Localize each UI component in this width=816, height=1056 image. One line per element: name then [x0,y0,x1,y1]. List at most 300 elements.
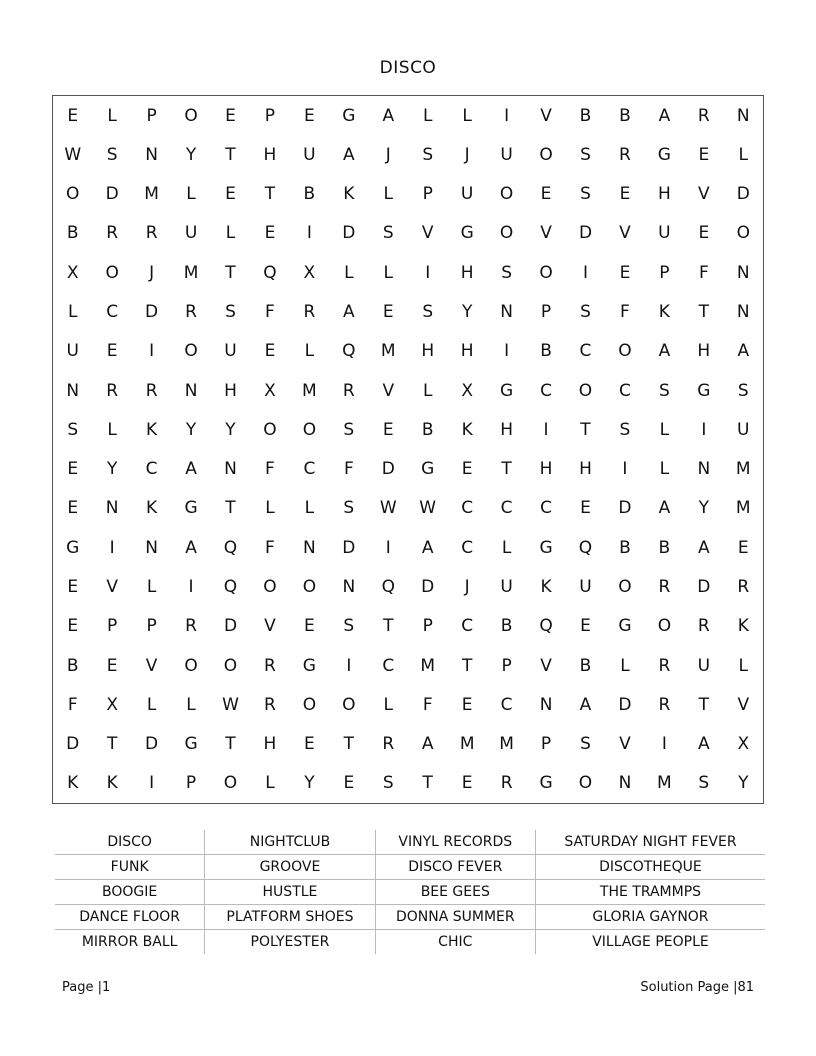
grid-cell: P [540,302,552,323]
grid-cell: F [343,459,354,480]
grid-cell: Q [381,576,395,597]
grid-cell: T [698,302,710,323]
grid-cell: L [422,105,433,126]
grid-cell: L [146,694,157,715]
grid-cell: A [737,341,750,362]
grid-cell: G [302,655,316,676]
grid-cell: E [461,773,473,794]
grid-cell: E [67,576,79,597]
grid-cell: R [185,616,197,637]
grid-cell: R [658,694,671,715]
grid-cell: T [580,419,591,440]
grid-cell: J [464,144,470,165]
grid-cell: B [579,105,592,126]
grid-cell: U [224,341,237,362]
grid-cell: O [657,616,672,637]
grid-cell: R [658,655,671,676]
grid-cell: K [343,184,355,205]
grid-cell: H [697,341,711,362]
grid-cell: O [302,419,317,440]
grid-cell: C [461,616,474,637]
grid-cell: B [303,184,316,205]
grid-cell: I [622,459,628,480]
grid-cell: N [145,144,158,165]
grid-cell: L [265,773,275,794]
grid-cell: C [540,380,552,401]
grid-cell: T [501,459,512,480]
grid-cell: M [420,655,436,676]
grid-cell: A [579,694,592,715]
grid-cell: X [737,734,750,755]
grid-cell: V [145,655,158,676]
grid-cell: X [461,380,473,401]
grid-cell: I [504,341,510,362]
grid-cell: Y [185,419,197,440]
grid-cell: D [342,223,356,244]
grid-cell: M [380,341,396,362]
grid-cell: L [659,459,670,480]
grid-cell: A [382,105,395,126]
grid-cell: D [618,694,632,715]
grid-cell: I [109,537,115,558]
grid-cell: E [106,655,118,676]
grid-cell: B [658,537,671,558]
grid-cell: V [382,380,395,401]
word-list-item: DANCE FLOOR [55,905,205,930]
grid-cell: E [461,694,473,715]
grid-cell: Q [539,616,553,637]
grid-cell: C [145,459,158,480]
grid-cell: U [697,655,711,676]
grid-cell: F [265,302,275,323]
grid-cell: T [225,498,236,519]
grid-cell: O [578,773,593,794]
grid-cell: N [184,380,198,401]
grid-cell: S [343,419,355,440]
word-list-item: CHIC [375,930,535,955]
grid-cell: F [698,262,709,283]
grid-cell: T [225,144,236,165]
grid-cell: G [697,380,711,401]
grid-cell: N [224,459,237,480]
grid-cell: C [579,341,592,362]
grid-cell: R [264,655,276,676]
grid-cell: D [381,459,395,480]
grid-cell: V [106,576,118,597]
grid-cell: V [421,223,434,244]
grid-cell: K [146,498,158,519]
grid-cell: R [106,380,119,401]
word-list-item: FUNK [55,855,205,880]
word-list-item: VINYL RECORDS [375,830,535,855]
grid-cell: D [618,498,632,519]
grid-cell: O [184,655,198,676]
grid-cell: E [698,223,710,244]
grid-cell: W [379,498,397,519]
grid-cell: A [343,144,355,165]
grid-cell: F [265,459,275,480]
grid-cell: N [618,773,632,794]
grid-cell: S [698,773,710,794]
grid-cell: O [223,773,238,794]
grid-cell: N [500,302,513,323]
word-list-item: PLATFORM SHOES [205,905,375,930]
grid-cell: D [697,576,711,597]
grid-cell: E [106,341,118,362]
grid-cell: C [540,498,552,519]
grid-cell: R [145,380,158,401]
grid-cell: O [618,576,632,597]
grid-cell: E [343,773,355,794]
grid-cell: G [539,773,553,794]
grid-cell: S [67,419,79,440]
grid-cell: S [580,184,591,205]
grid-cell: B [66,655,79,676]
grid-cell: U [579,576,592,597]
grid-cell: R [658,576,671,597]
grid-cell: B [66,223,79,244]
grid-cell: R [106,223,119,244]
grid-cell: O [618,341,632,362]
grid-cell: L [383,184,393,205]
grid-cell: I [543,419,549,440]
grid-cell: Y [304,773,315,794]
grid-cell: E [304,734,315,755]
grid-cell: L [383,694,393,715]
grid-cell: J [464,576,470,597]
grid-cell: W [222,694,239,715]
grid-cell: U [184,223,198,244]
word-list-item: MIRROR BALL [55,930,205,955]
grid-cell: M [459,734,475,755]
grid-cell: O [184,341,198,362]
grid-cell: O [302,694,317,715]
word-list-item: DISCOTHEQUE [535,855,765,880]
grid-cell: C [303,459,316,480]
grid-cell: E [737,537,749,558]
grid-cell: A [343,302,355,323]
grid-cell: P [659,262,670,283]
grid-cell: O [499,223,514,244]
grid-cell: K [67,773,79,794]
grid-cell: B [579,655,592,676]
grid-cell: G [657,144,671,165]
grid-cell: A [185,537,197,558]
grid-cell: X [106,694,118,715]
grid-cell: C [500,694,513,715]
grid-cell: R [382,734,395,755]
grid-cell: G [500,380,514,401]
word-list-item: DISCO [55,830,205,855]
grid-cell: O [736,223,750,244]
grid-cell: S [658,380,670,401]
grid-cell: N [66,380,80,401]
grid-cell: N [303,537,316,558]
grid-cell: V [619,734,631,755]
grid-cell: A [185,459,197,480]
grid-cell: E [580,498,591,519]
grid-cell: D [145,302,159,323]
grid-cell: N [736,262,750,283]
grid-cell: T [698,694,710,715]
grid-cell: D [578,223,593,244]
word-list-row [55,905,765,930]
grid-cell: I [306,223,312,244]
grid-cell: L [225,223,236,244]
grid-cell: T [383,616,394,637]
word-list-row [55,880,765,905]
grid-cell: C [500,498,513,519]
grid-cell: L [265,498,275,519]
grid-cell: R [697,105,710,126]
word-list-item: GROOVE [205,855,375,880]
grid-cell: M [302,380,317,401]
grid-cell: U [658,223,671,244]
grid-cell: Y [106,459,118,480]
page-number: Page |1 [62,980,111,995]
grid-cell: X [66,262,79,283]
word-list-row [55,930,765,955]
word-list-item: THE TRAMMPS [535,880,765,905]
grid-cell: L [107,105,117,126]
grid-cell: I [346,655,352,676]
grid-cell: R [145,223,158,244]
grid-cell: U [460,184,474,205]
grid-cell: D [421,576,435,597]
grid-cell: L [659,419,670,440]
grid-cell: K [540,576,552,597]
grid-cell: E [225,105,236,126]
grid-cell: S [580,734,591,755]
grid-cell: P [422,616,433,637]
grid-cell: M [657,773,672,794]
grid-cell: C [619,380,631,401]
grid-cell: M [183,262,199,283]
grid-cell: G [66,537,80,558]
grid-cell: R [264,694,276,715]
grid-cell: B [540,341,552,362]
grid-cell: R [619,144,631,165]
grid-cell: T [264,184,276,205]
grid-cell: N [105,498,119,519]
grid-cell: L [344,262,354,283]
word-list-row [55,830,765,855]
letter-grid [52,95,764,804]
grid-cell: O [66,184,80,205]
grid-cell: W [64,144,82,165]
grid-cell: U [66,341,79,362]
grid-cell: S [382,773,394,794]
grid-cell: U [737,419,750,440]
grid-cell: M [144,184,159,205]
grid-cell: V [540,105,552,126]
grid-cell: O [499,184,514,205]
grid-cell: Q [263,262,277,283]
grid-cell: D [342,537,356,558]
grid-cell: C [382,655,395,676]
grid-cell: S [737,380,749,401]
grid-cell: Y [698,498,710,519]
grid-cell: A [658,341,671,362]
grid-cell: I [385,537,391,558]
grid-cell: P [146,105,157,126]
grid-cell: J [149,262,155,283]
grid-cell: G [460,223,474,244]
grid-cell: G [539,537,553,558]
grid-cell: L [422,380,433,401]
grid-cell: E [67,616,79,637]
grid-cell: N [736,302,750,323]
grid-cell: S [580,302,591,323]
grid-cell: B [619,537,631,558]
grid-cell: B [500,616,513,637]
grid-cell: D [736,184,750,205]
grid-cell: T [225,734,236,755]
grid-cell: E [67,459,79,480]
grid-cell: H [263,144,277,165]
grid-cell: E [67,105,79,126]
grid-cell: T [422,773,433,794]
grid-cell: R [303,302,316,323]
grid-cell: O [302,576,317,597]
grid-cell: E [619,184,631,205]
grid-cell: O [539,144,553,165]
grid-cell: G [342,105,356,126]
grid-cell: T [461,655,473,676]
grid-cell: O [184,105,198,126]
grid-cell: S [422,144,434,165]
grid-cell: E [461,459,473,480]
grid-cell: E [580,616,591,637]
word-list-item: POLYESTER [205,930,375,955]
grid-cell: K [658,302,670,323]
grid-cell: S [619,419,631,440]
grid-cell: L [620,655,630,676]
grid-cell: S [422,302,434,323]
grid-cell: I [188,576,194,597]
word-list-item: NIGHTCLUB [205,830,375,855]
grid-cell: L [738,655,748,676]
word-list-item: VILLAGE PEOPLE [592,934,709,950]
grid-cell: L [186,694,196,715]
grid-cell: Q [578,537,593,558]
grid-cell: F [422,694,433,715]
word-list-item: GLORIA GAYNOR [535,905,765,930]
grid-cell: I [504,105,510,126]
grid-cell: M [735,459,751,480]
grid-cell: Q [342,341,356,362]
grid-cell: Y [225,419,236,440]
grid-cell: K [737,616,749,637]
grid-cell: H [539,459,553,480]
grid-cell: H [263,734,277,755]
grid-cell: R [342,380,355,401]
grid-cell: H [500,419,513,440]
grid-cell: I [425,262,431,283]
grid-cell: A [698,537,710,558]
word-list-row [55,855,765,880]
grid-cell: I [661,734,667,755]
grid-cell: K [106,773,118,794]
grid-cell: R [737,576,750,597]
grid-cell: P [501,655,512,676]
grid-cell: L [186,184,196,205]
grid-cell: I [701,419,707,440]
solution-page-reference: Solution Page |81 [640,980,754,995]
grid-cell: C [461,537,474,558]
grid-cell: S [225,302,236,323]
grid-cell: I [582,262,588,283]
grid-cell: E [698,144,710,165]
grid-cell: S [382,223,394,244]
grid-cell: A [658,105,671,126]
grid-cell: G [421,459,435,480]
word-list [55,830,765,954]
grid-cell: S [343,616,355,637]
grid-cell: D [145,734,159,755]
grid-cell: G [618,616,632,637]
grid-cell: N [145,537,158,558]
grid-cell: V [540,655,552,676]
grid-cell: K [461,419,473,440]
grid-cell: Y [738,773,749,794]
grid-cell: N [539,694,553,715]
grid-cell: M [735,498,751,519]
grid-cell: D [223,616,238,637]
grid-cell: L [383,262,393,283]
grid-cell: D [66,734,80,755]
grid-cell: O [223,655,238,676]
puzzle-title: DISCO [379,58,437,78]
grid-cell: R [500,773,513,794]
grid-cell: E [304,616,315,637]
grid-cell: D [105,184,119,205]
grid-cell: F [67,694,78,715]
grid-cell: N [342,576,356,597]
grid-cell: H [460,341,474,362]
grid-cell: M [499,734,514,755]
grid-cell: E [382,419,394,440]
grid-cell: R [185,302,197,323]
grid-cell: S [501,262,512,283]
grid-cell: L [304,498,315,519]
grid-cell: A [421,537,434,558]
grid-cell: E [225,184,236,205]
grid-cell: H [460,262,474,283]
grid-cell: V [698,184,710,205]
grid-cell: P [422,184,433,205]
grid-cell: U [500,144,513,165]
grid-cell: V [264,616,276,637]
grid-cell: N [697,459,711,480]
grid-cell: Y [185,144,197,165]
grid-cell: L [462,105,472,126]
grid-cell: I [149,773,155,794]
grid-cell: H [224,380,237,401]
grid-cell: E [264,223,276,244]
grid-cell: E [540,184,552,205]
grid-cell: L [738,144,748,165]
grid-cell: G [184,734,198,755]
grid-cell: S [343,498,355,519]
grid-cell: T [106,734,118,755]
grid-cell: R [697,616,710,637]
grid-cell: P [146,616,157,637]
grid-cell: F [620,302,630,323]
grid-cell: E [382,302,394,323]
word-list-item: BOOGIE [55,880,205,905]
grid-cell: T [225,262,236,283]
